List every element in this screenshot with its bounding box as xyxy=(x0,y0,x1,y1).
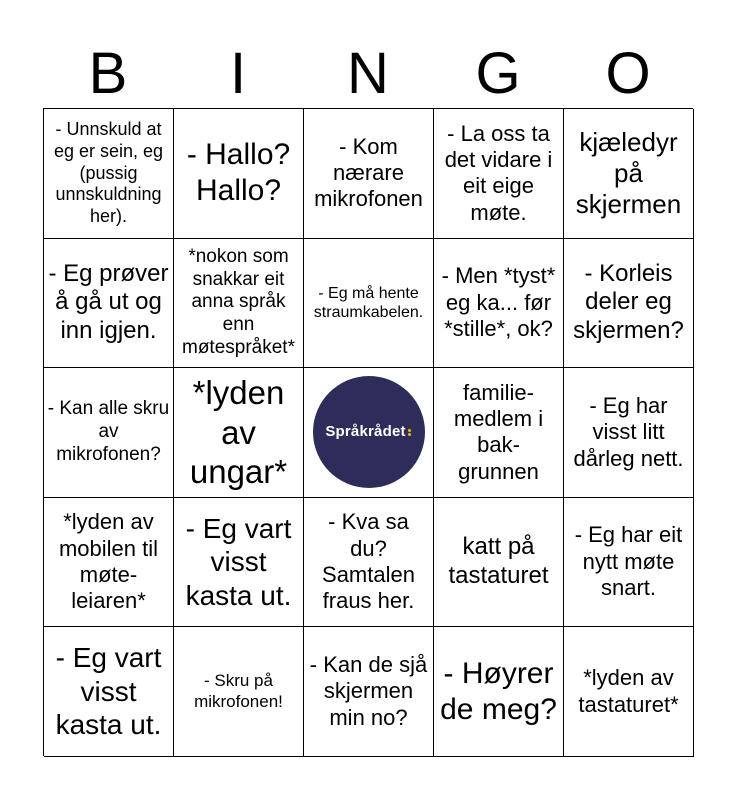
cell-text: - Eg har visst litt dårleg nett. xyxy=(573,392,684,471)
cell-text: - Eg må hente straumkabelen. xyxy=(313,284,424,321)
cell-text: *lyden av tastaturet* xyxy=(578,665,679,717)
header-letter-o: O xyxy=(605,41,651,106)
bingo-cell[interactable] xyxy=(434,239,564,369)
cell-text: - Høyrer de meg? xyxy=(440,656,557,726)
bingo-cell[interactable] xyxy=(44,109,174,239)
cell-text: - Kom nærare mikrofonen xyxy=(314,133,423,212)
cell-text: *nokon som snakkar eit anna språk enn møtespråket* xyxy=(182,245,295,359)
cell-text: - Skru på mikrofonen! xyxy=(194,671,283,711)
cell-text: - Korleis deler eg skjermen? xyxy=(573,259,684,345)
bingo-cell[interactable] xyxy=(304,239,434,369)
bingo-cell[interactable] xyxy=(564,368,694,498)
cell-text: - Men *tyst* eg ka... før *stille*, ok? xyxy=(441,263,556,342)
header-letter-n: N xyxy=(347,41,389,106)
header-letter-i: I xyxy=(229,41,247,106)
bingo-cell[interactable] xyxy=(434,368,564,498)
cell-text: - Unnskuld at eg er sein, eg (pussig unnskuldning her). xyxy=(53,119,164,226)
bingo-cell[interactable] xyxy=(174,239,304,369)
logo-text: Språkrådet xyxy=(325,423,406,441)
cell-text: - Hallo? Hallo? xyxy=(186,138,291,208)
cell-text: *lyden av mobilen til møte-leiaren* xyxy=(58,509,159,614)
sprakradet-logo xyxy=(313,376,425,488)
bingo-cell[interactable] xyxy=(434,627,564,757)
cell-text: - Kan de sjå skjermen min no? xyxy=(309,652,428,730)
header-letter-b: B xyxy=(88,41,128,106)
bingo-cell[interactable] xyxy=(564,498,694,628)
bingo-cell[interactable] xyxy=(44,368,174,498)
cell-text: - Eg prøver å gå ut og inn igjen. xyxy=(48,259,169,345)
header-letter-g: G xyxy=(475,41,521,106)
bingo-cell[interactable] xyxy=(174,109,304,239)
bingo-cell[interactable] xyxy=(304,498,434,628)
cell-text: katt på tastaturet xyxy=(448,533,549,590)
bingo-cell[interactable] xyxy=(304,109,434,239)
cell-text: *lyden av ungar* xyxy=(189,374,288,491)
bingo-cell[interactable] xyxy=(564,109,694,239)
bingo-cell[interactable] xyxy=(434,109,564,239)
bingo-cell[interactable] xyxy=(174,627,304,757)
cell-text: kjæledyr på skjermen xyxy=(575,126,682,219)
bingo-cell[interactable] xyxy=(434,498,564,628)
cell-text: - Eg har eit nytt møte snart. xyxy=(574,522,683,601)
bingo-cell[interactable] xyxy=(564,239,694,369)
bingo-cell[interactable] xyxy=(304,627,434,757)
cell-text: - Eg vart visst kasta ut. xyxy=(185,512,292,611)
bingo-cell[interactable] xyxy=(174,368,304,498)
cell-text: familie-medlem i bak-grunnen xyxy=(453,379,544,484)
cell-text: - Eg vart visst kasta ut. xyxy=(55,642,162,741)
bingo-cell[interactable] xyxy=(44,498,174,628)
cell-text: - Kva sa du? Samtalen fraus her. xyxy=(322,509,415,614)
free-space[interactable] xyxy=(304,368,434,498)
cell-text: - La oss ta det vidare i eit eige møte. xyxy=(444,120,553,225)
cell-text: - Kan alle skru av mikrofonen? xyxy=(47,398,170,465)
bingo-cell[interactable] xyxy=(44,627,174,757)
logo-dots-icon xyxy=(408,428,412,437)
bingo-cell[interactable] xyxy=(174,498,304,628)
bingo-card xyxy=(43,108,693,756)
bingo-cell[interactable] xyxy=(44,239,174,369)
bingo-cell[interactable] xyxy=(564,627,694,757)
bingo-header xyxy=(43,40,693,108)
